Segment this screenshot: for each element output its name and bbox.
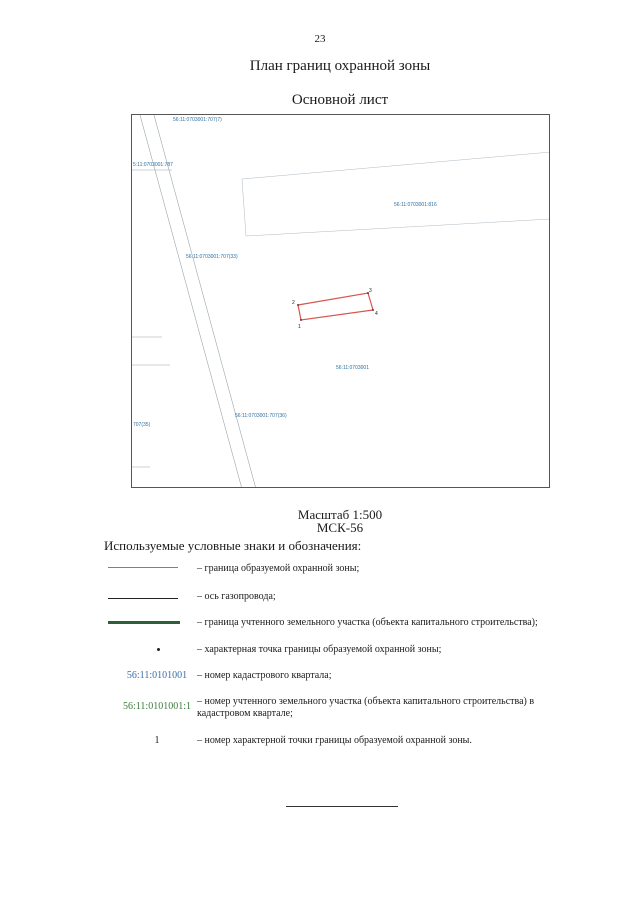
- point-label: 4: [375, 311, 378, 317]
- legend-desc: – граница образуемой охранной зоны;: [197, 563, 360, 574]
- boundary-point-4: [372, 309, 374, 311]
- legend-symbol-quarter-number: 56:11:0101001: [126, 670, 188, 681]
- parcel-label: 56:11:0703001:707(33): [186, 254, 238, 260]
- legend-symbol-parcel-number: 56:11:0101001:1: [123, 701, 191, 712]
- legend-desc: – номер кадастрового квартала;: [197, 670, 332, 681]
- point-label: 3: [369, 288, 372, 294]
- legend-desc: – номер учтенного земельного участка (объекта капитального строительства) в кадастровом квартале;: [197, 696, 535, 719]
- legend-desc: – граница учтенного земельного участка (объекта капитального строительства);: [197, 617, 538, 628]
- page-title: План границ охранной зоны: [249, 58, 431, 74]
- parcel-label: 56:11:0703001:707(36): [235, 413, 287, 419]
- coordinate-system-text: МСК-56: [316, 520, 364, 535]
- parcel-boundary-line: [242, 152, 550, 179]
- scale-text: Масштаб 1:500: [297, 507, 383, 522]
- quarter-label: 56:11:0703001: [336, 365, 369, 371]
- parcel-boundary-line: [246, 219, 550, 236]
- parcel-label: 56:11:0703001:816: [394, 202, 437, 208]
- legend-symbol-zone-border: [104, 567, 210, 568]
- parcel-boundary-line: [140, 115, 242, 488]
- legend-symbol-parcel-border: [104, 621, 210, 624]
- map-frame: [131, 114, 550, 488]
- parcel-boundary-line: [242, 179, 246, 236]
- legend-symbol-point-number: 1: [154, 735, 160, 746]
- parcel-boundary-line: [154, 115, 256, 488]
- boundary-point-2: [297, 304, 299, 306]
- parcel-label: 5:11:0703001:787: [133, 162, 173, 168]
- legend-desc: – номер характерной точки границы образуемой охранной зоны.: [197, 735, 472, 746]
- legend-symbol-point: [104, 648, 210, 651]
- page-number: 23: [314, 33, 326, 45]
- point-label: 1: [298, 324, 301, 330]
- legend-desc: – ось газопровода;: [197, 591, 276, 602]
- protected-zone-boundary: [298, 293, 373, 320]
- parcel-label: 707(35): [133, 422, 151, 428]
- point-label: 2: [292, 300, 295, 306]
- boundary-point-1: [300, 319, 302, 321]
- legend-symbol-pipeline-axis: [104, 598, 210, 599]
- legend-desc: – характерная точка границы образуемой охранной зоны;: [197, 644, 442, 655]
- page-subtitle: Основной лист: [291, 92, 389, 108]
- signature-line: [286, 806, 398, 807]
- legend-heading: Используемые условные знаки и обозначения:: [104, 538, 362, 553]
- parcel-label: 56:11:0703001:707(7): [173, 117, 222, 123]
- boundary-map: [132, 115, 550, 488]
